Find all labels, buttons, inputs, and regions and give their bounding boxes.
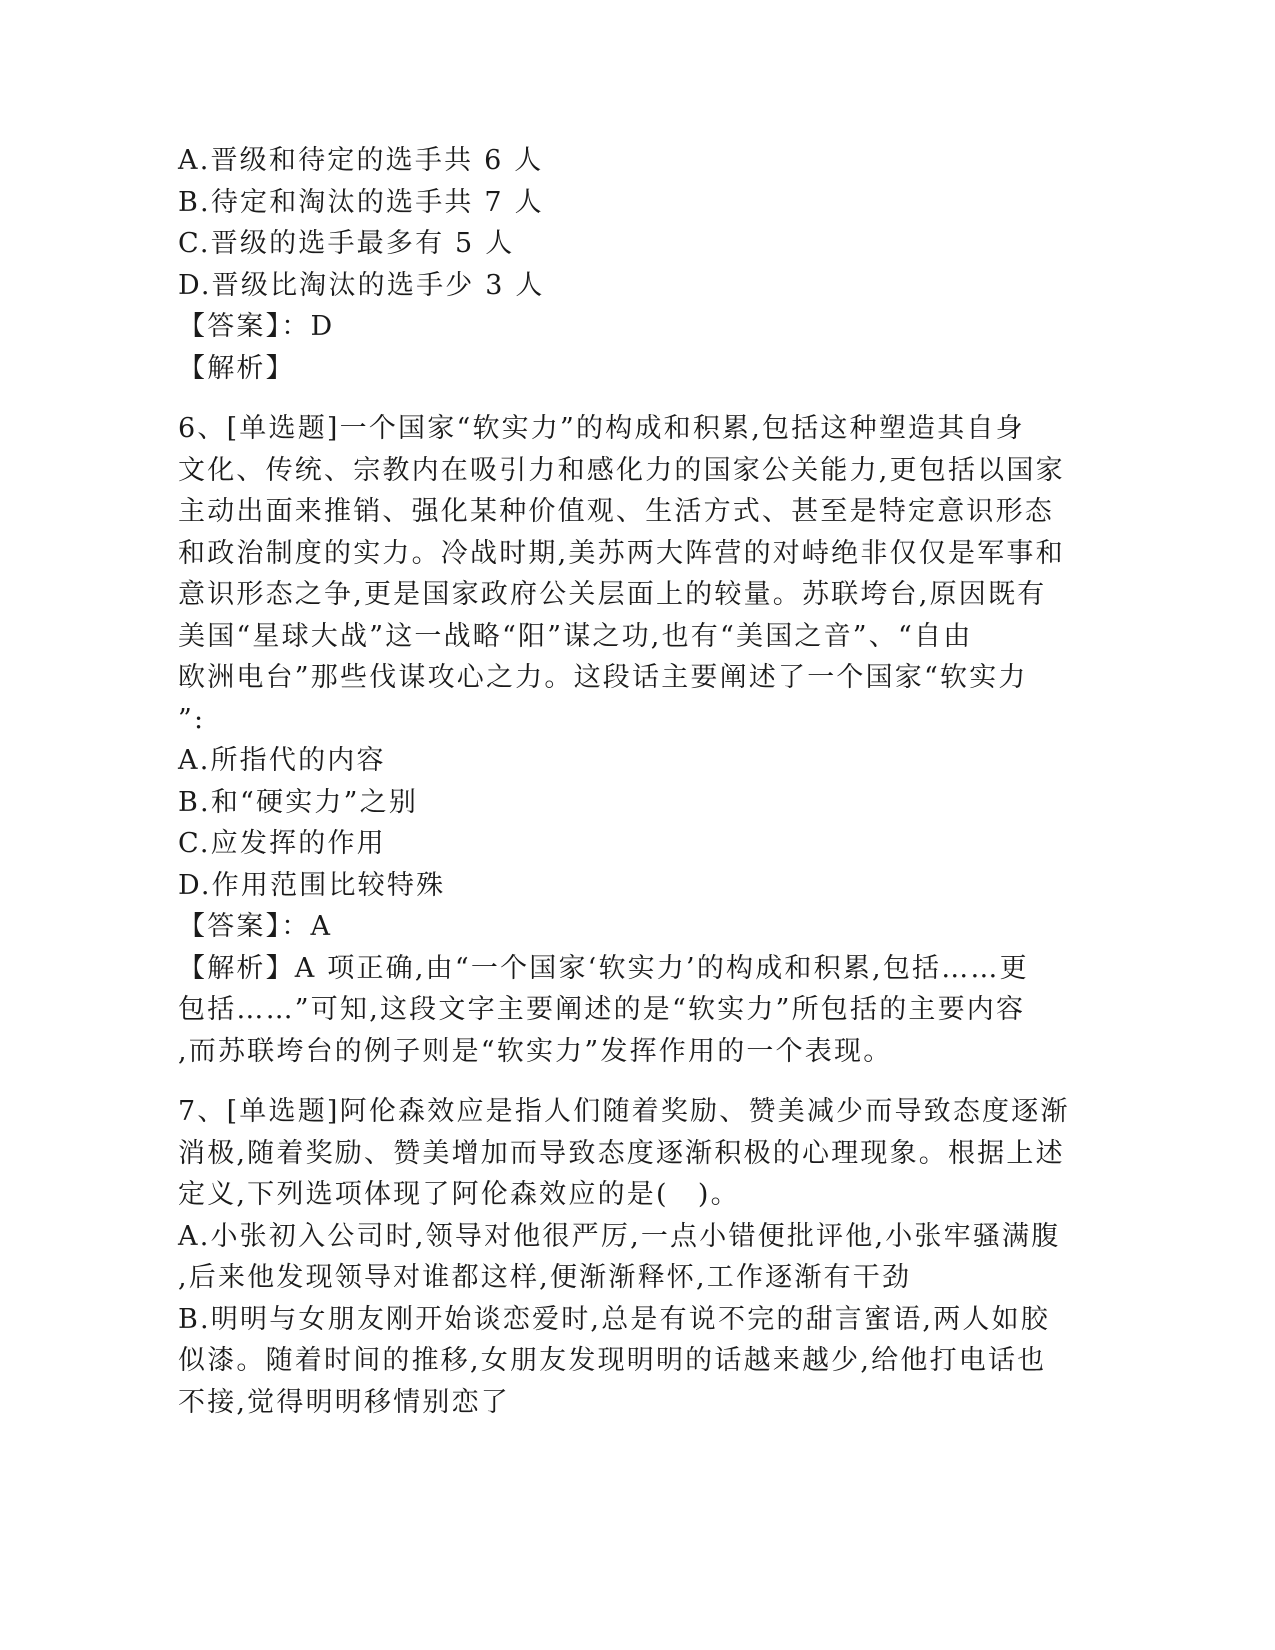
q7-stem (178, 1091, 1078, 1216)
q6-stem-line: 和政治制度的实力。冷战时期,美苏两大阵营的对峙绝非仅仅是军事和 (178, 537, 1065, 569)
q7-stem-line: 消极,随着奖励、赞美增加而导致态度逐渐积极的心理现象。根据上述 (178, 1137, 1065, 1169)
q7-option-b-line: 不接,觉得明明移情别恋了 (178, 1386, 510, 1418)
q6-stem (178, 408, 1078, 740)
document-page (178, 140, 1078, 1423)
q6-stem-line: 6、[单选题]一个国家“软实力”的构成和积累,包括这种塑造其自身 (178, 413, 1025, 444)
q5-analysis: 【解析】 (178, 352, 295, 384)
q7-stem-line: 7、[单选题]阿伦森效应是指人们随着奖励、赞美减少而导致态度逐渐 (178, 1096, 1070, 1127)
q7-option-a-line: ,后来他发现领导对谁都这样,便渐渐释怀,工作逐渐有干劲 (178, 1262, 912, 1293)
q6-options (178, 740, 1078, 906)
q6-stem-line: 欧洲电台”那些伐谋攻心之力。这段话主要阐述了一个国家“软实力 (178, 662, 1028, 693)
option-d: D.晋级比淘汰的选手少 3 人 (178, 269, 545, 301)
q7-stem-line: 定义,下列选项体现了阿伦森效应的是( )。 (178, 1179, 740, 1210)
q6-stem-line: 文化、传统、宗教内在吸引力和感化力的国家公关能力,更包括以国家 (178, 454, 1065, 486)
q7-option-b (178, 1299, 1078, 1424)
q7-option-b-line: B.明明与女朋友刚开始谈恋爱时,总是有说不完的甜言蜜语,两人如胶 (178, 1303, 1050, 1335)
q6-answer: 【答案】：A (178, 911, 333, 942)
q6-stem-line: ”: (178, 703, 206, 735)
option-d: D.作用范围比较特殊 (178, 869, 446, 901)
q7-option-a (178, 1216, 1078, 1299)
q6-stem-line: 美国“星球大战”这一战略“阳”谋之功,也有“美国之音”、“自由 (178, 620, 973, 652)
option-b: B.和“硬实力”之别 (178, 786, 419, 818)
q6-analysis (178, 948, 1078, 1073)
option-b: B.待定和淘汰的选手共 7 人 (178, 186, 544, 218)
q5-options (178, 140, 1078, 306)
q6-stem-line: 主动出面来推销、强化某种价值观、生活方式、甚至是特定意识形态 (178, 496, 1054, 527)
q7-option-b-line: 似漆。随着时间的推移,女朋友发现明明的话越来越少,给他打电话也 (178, 1345, 1047, 1376)
q7-option-a-line: A.小张初入公司时,领导对他很严厉,一点小错便批评他,小张牢骚满腹 (178, 1220, 1061, 1252)
q6-analysis-line: ,而苏联垮台的例子则是“软实力”发挥作用的一个表现。 (178, 1035, 893, 1067)
q6-analysis-line: 包括……”可知,这段文字主要阐述的是“软实力”所包括的主要内容 (178, 994, 1026, 1025)
option-c: C.应发挥的作用 (178, 828, 386, 859)
q5-answer: 【答案】：D (178, 311, 335, 342)
q6-analysis-line: 【解析】A 项正确,由“一个国家‘软实力’的构成和积累,包括……更 (178, 952, 1029, 984)
q6-stem-line: 意识形态之争,更是国家政府公关层面上的较量。苏联垮台,原因既有 (178, 579, 1047, 610)
option-c: C.晋级的选手最多有 5 人 (178, 228, 515, 259)
option-a: A.所指代的内容 (178, 745, 386, 776)
option-a: A.晋级和待定的选手共 6 人 (178, 145, 544, 176)
